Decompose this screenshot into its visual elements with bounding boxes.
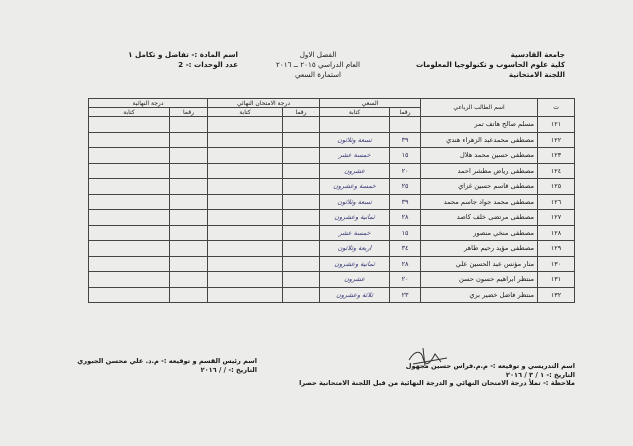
student-name: مصطفى مرتضى خلف كاصد — [421, 210, 538, 226]
col-header-effort: السعي — [320, 99, 421, 108]
effort-digits: ٢٣ — [390, 287, 421, 303]
effort-digits: ١٥ — [390, 225, 421, 241]
student-name: مصطفى رياض مطشر احمد — [421, 163, 538, 179]
exam-words — [208, 132, 283, 148]
student-name: مسلم صالح هاتف تمر — [421, 117, 538, 133]
exam-words — [208, 210, 283, 226]
effort-words: عشرون — [320, 272, 390, 288]
final-words — [89, 117, 170, 133]
student-name: منتظر فاضل خضير بري — [421, 287, 538, 303]
final-digits — [170, 179, 208, 195]
exam-words — [208, 256, 283, 272]
row-number: ١٢٢ — [538, 132, 575, 148]
student-name: مصطفى محمد جواد جاسم محمد — [421, 194, 538, 210]
exam-digits — [283, 179, 320, 195]
exam-digits — [283, 210, 320, 226]
exam-digits — [283, 148, 320, 164]
final-digits — [170, 225, 208, 241]
exam-digits — [283, 163, 320, 179]
effort-words: ثمانية وعشرون — [320, 210, 390, 226]
final-words — [89, 287, 170, 303]
effort-digits: ٢٨ — [390, 256, 421, 272]
term-label: الفصل الاول — [299, 50, 337, 59]
effort-digits — [390, 117, 421, 133]
exam-words — [208, 241, 283, 257]
sub-header-digits: رقما — [390, 108, 421, 117]
form-title: استمارة السعي — [294, 70, 342, 79]
effort-words: خمسة عشر — [320, 148, 390, 164]
sub-header-digits: رقما — [170, 108, 208, 117]
row-number: ١٢٧ — [538, 210, 575, 226]
effort-digits: ٢٨ — [390, 210, 421, 226]
table-row — [89, 132, 575, 148]
effort-words: ثلاثة وعشرون — [320, 287, 390, 303]
student-name: مصطفى حسين محمد هلال — [421, 148, 538, 164]
final-words — [89, 148, 170, 164]
row-number: ١٢١ — [538, 117, 575, 133]
effort-words: تسعة وثلاثون — [320, 194, 390, 210]
head-name: اسم رئيس القسم و توقيعه :- م.د. علي محسن الجبوري — [77, 357, 257, 365]
exam-words — [208, 287, 283, 303]
exam-words — [208, 225, 283, 241]
teacher-name: اسم التدريسي و توقيعه :- م.م.فراس حسين مجهول — [405, 362, 575, 370]
table-row — [89, 256, 575, 272]
col-header-final: درجة النهائية — [89, 99, 208, 108]
subject-name: اسم المادة :- تفاضل و تكامل ١ — [128, 50, 238, 59]
final-words — [89, 272, 170, 288]
footer-right — [299, 362, 575, 388]
effort-words: تسعة وثلاثون — [320, 132, 390, 148]
table-row — [89, 148, 575, 164]
effort-digits: ٣٤ — [390, 241, 421, 257]
effort-words — [320, 117, 390, 133]
row-number: ١٢٦ — [538, 194, 575, 210]
sub-header-words: كتابة — [208, 108, 283, 117]
footer-note: ملاحظة :- تملأ درجة الامتحان النهائي و الدرجة النهائية من قبل اللجنة الامتحانية حصرا — [299, 379, 575, 388]
sub-header-digits: رقما — [283, 108, 320, 117]
table-header-row — [89, 99, 575, 108]
head-date: التاريخ :- / / ٢٠١٦ — [200, 365, 257, 374]
sub-header-words: كتابة — [89, 108, 170, 117]
year-label: العام الدراسي ٢٠١٥ ــ ٢٠١٦ — [276, 60, 360, 69]
effort-digits: ٢٠ — [390, 272, 421, 288]
final-digits — [170, 132, 208, 148]
final-words — [89, 210, 170, 226]
exam-words — [208, 179, 283, 195]
student-name: مصطفى محمدعبد الزهراء هندي — [421, 132, 538, 148]
exam-digits — [283, 225, 320, 241]
final-digits — [170, 194, 208, 210]
table-row — [89, 163, 575, 179]
final-digits — [170, 148, 208, 164]
exam-digits — [283, 256, 320, 272]
exam-words — [208, 194, 283, 210]
table-row — [89, 179, 575, 195]
effort-words: خمسة عشر — [320, 225, 390, 241]
final-words — [89, 194, 170, 210]
table-row — [89, 287, 575, 303]
header-right — [416, 50, 565, 80]
final-digits — [170, 287, 208, 303]
final-digits — [170, 272, 208, 288]
header-left — [128, 50, 238, 70]
student-name: مصطفى مؤيد رحيم طاهر — [421, 241, 538, 257]
col-header-name: اسم الطالب الرباعي — [421, 99, 538, 117]
exam-words — [208, 148, 283, 164]
final-words — [89, 256, 170, 272]
student-name: منتظر ابراهيم حسون حسن — [421, 272, 538, 288]
table-row — [89, 210, 575, 226]
sub-header-words: كتابة — [320, 108, 390, 117]
effort-words: ثمانية وعشرون — [320, 256, 390, 272]
footer-left — [77, 357, 257, 374]
row-number: ١٢٥ — [538, 179, 575, 195]
final-words — [89, 179, 170, 195]
table-row — [89, 241, 575, 257]
final-digits — [170, 210, 208, 226]
college-name: كلية علوم الحاسوب و تكنولوجيا المعلومات — [415, 60, 565, 69]
effort-words: اربعة وثلاثون — [320, 241, 390, 257]
exam-words — [208, 163, 283, 179]
final-digits — [170, 163, 208, 179]
row-number: ١٣١ — [538, 272, 575, 288]
grades-table — [88, 98, 575, 303]
university-name: جامعة القادسية — [510, 50, 565, 59]
table-row — [89, 272, 575, 288]
row-number: ١٣٢ — [538, 287, 575, 303]
student-name: مصطفى قاسم حسين غزاي — [421, 179, 538, 195]
col-header-num: ت — [538, 99, 575, 117]
effort-digits: ٢٠ — [390, 163, 421, 179]
exam-digits — [283, 117, 320, 133]
table-row — [89, 194, 575, 210]
row-number: ١٢٨ — [538, 225, 575, 241]
final-words — [89, 132, 170, 148]
exam-digits — [283, 287, 320, 303]
student-name: منار مؤنس عبد الحسين علي — [421, 256, 538, 272]
header-center — [268, 50, 368, 80]
teacher-date: التاريخ :- ١ / ٣ / ٢٠١٦ — [505, 370, 575, 379]
exam-words — [208, 272, 283, 288]
row-number: ١٢٤ — [538, 163, 575, 179]
effort-words: عشرون — [320, 163, 390, 179]
exam-digits — [283, 132, 320, 148]
final-digits — [170, 241, 208, 257]
exam-digits — [283, 272, 320, 288]
final-digits — [170, 117, 208, 133]
row-number: ١٣٠ — [538, 256, 575, 272]
student-name: مصطفى منخي منصور — [421, 225, 538, 241]
exam-words — [208, 117, 283, 133]
final-words — [89, 163, 170, 179]
units-count: عدد الوحدات :- 2 — [178, 60, 238, 69]
row-number: ١٢٩ — [538, 241, 575, 257]
final-words — [89, 225, 170, 241]
effort-digits: ١٥ — [390, 148, 421, 164]
effort-digits: ٢٥ — [390, 179, 421, 195]
table-row — [89, 117, 575, 133]
exam-digits — [283, 194, 320, 210]
exam-digits — [283, 241, 320, 257]
effort-words: خمسة وعشرون — [320, 179, 390, 195]
col-header-exam: درجة الامتحان النهائي — [208, 99, 320, 108]
final-digits — [170, 256, 208, 272]
effort-digits: ٣٩ — [390, 132, 421, 148]
committee-name: اللجنة الامتحانية — [508, 70, 565, 79]
row-number: ١٢٣ — [538, 148, 575, 164]
table-row — [89, 225, 575, 241]
final-words — [89, 241, 170, 257]
effort-digits: ٣٩ — [390, 194, 421, 210]
